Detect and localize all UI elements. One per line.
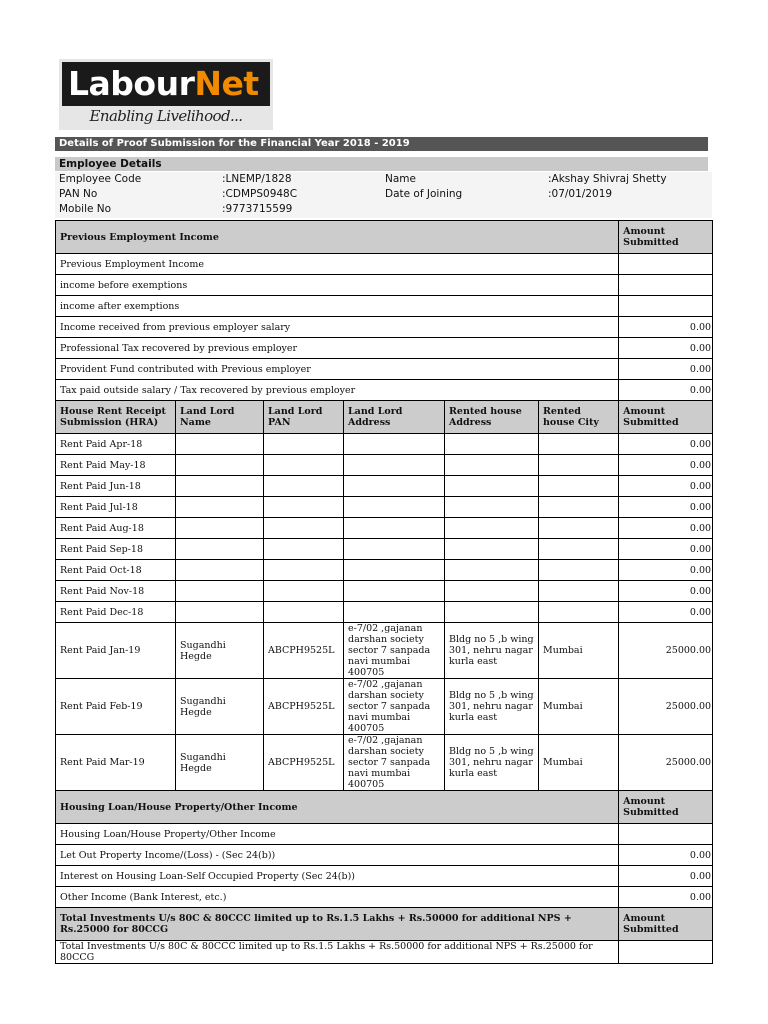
hra-landlord-name: Sugandhi Hegde (176, 623, 264, 679)
hra-landlord-address (344, 455, 445, 476)
hra-month: Rent Paid Aug-18 (56, 518, 176, 539)
hra-landlord-address (344, 560, 445, 581)
hra-amount: 0.00 (619, 602, 713, 623)
previous-employment-row (56, 275, 713, 296)
housing-heading: Housing Loan/House Property/Other Income (56, 791, 619, 824)
investment-row-amount (619, 941, 713, 964)
hra-amount: 0.00 (619, 497, 713, 518)
investments-header-row (56, 908, 713, 941)
hra-landlord-name: Sugandhi Hegde (176, 735, 264, 791)
previous-employment-row-amount (619, 254, 713, 275)
previous-employment-row (56, 338, 713, 359)
hra-rows (56, 434, 713, 791)
hra-rented-address (445, 581, 539, 602)
hra-landlord-pan (264, 434, 344, 455)
hra-month: Rent Paid Jan-19 (56, 623, 176, 679)
hra-month: Rent Paid Sep-18 (56, 539, 176, 560)
hra-month: Rent Paid Mar-19 (56, 735, 176, 791)
previous-employment-row (56, 359, 713, 380)
housing-row-label: Other Income (Bank Interest, etc.) (56, 887, 619, 908)
housing-row (56, 845, 713, 866)
hra-header-landlord-pan: Land Lord PAN (264, 401, 344, 434)
name-value: :Akshay Shivraj Shetty (548, 173, 667, 185)
hra-rented-address: Bldg no 5 ,b wing 301, nehru nagar kurla east (445, 735, 539, 791)
pan-value: :CDMPS0948C (222, 188, 298, 200)
mobile-value: :9773715599 (222, 203, 293, 215)
hra-landlord-name (176, 602, 264, 623)
pan-label: PAN No (59, 188, 98, 200)
hra-rented-address (445, 602, 539, 623)
hra-amount: 0.00 (619, 434, 713, 455)
hra-landlord-address (344, 518, 445, 539)
hra-row (56, 497, 713, 518)
hra-amount: 25000.00 (619, 623, 713, 679)
housing-row-label: Housing Loan/House Property/Other Income (56, 824, 619, 845)
hra-month: Rent Paid May-18 (56, 455, 176, 476)
housing-row-amount: 0.00 (619, 866, 713, 887)
hra-rented-address (445, 518, 539, 539)
hra-month: Rent Paid Jul-18 (56, 497, 176, 518)
hra-amount: 0.00 (619, 518, 713, 539)
hra-rented-address (445, 539, 539, 560)
hra-landlord-pan: ABCPH9525L (264, 623, 344, 679)
hra-amount: 0.00 (619, 476, 713, 497)
previous-employment-row (56, 380, 713, 401)
hra-rented-city (539, 539, 619, 560)
housing-row-label: Let Out Property Income/(Loss) - (Sec 24(b)) (56, 845, 619, 866)
hra-month: Rent Paid Feb-19 (56, 679, 176, 735)
previous-employment-row-amount: 0.00 (619, 338, 713, 359)
hra-row (56, 455, 713, 476)
hra-row (56, 539, 713, 560)
logo-brand-labour: Labour (68, 64, 195, 103)
hra-landlord-name (176, 434, 264, 455)
hra-landlord-pan (264, 518, 344, 539)
hra-landlord-address (344, 497, 445, 518)
hra-month: Rent Paid Nov-18 (56, 581, 176, 602)
hra-row (56, 679, 713, 735)
hra-landlord-address (344, 539, 445, 560)
hra-landlord-name (176, 518, 264, 539)
employee-code-label: Employee Code (59, 173, 142, 185)
hra-amount: 0.00 (619, 581, 713, 602)
hra-header-rented-city: Rented house City (539, 401, 619, 434)
investments-heading: Total Investments U/s 80C & 80CCC limited up to Rs.1.5 Lakhs + Rs.50000 for additional NPS + Rs.25000 for 80CCG (56, 908, 619, 941)
hra-header-submission: House Rent Receipt Submission (HRA) (56, 401, 176, 434)
hra-landlord-address: e-7/02 ,gajanan darshan society sector 7 sanpada navi mumbai 400705 (344, 679, 445, 735)
housing-row-amount (619, 824, 713, 845)
employee-details-heading: Employee Details (55, 157, 708, 171)
employee-code-value: :LNEMP/1828 (222, 173, 292, 185)
hra-month: Rent Paid Jun-18 (56, 476, 176, 497)
name-label: Name (385, 173, 416, 185)
hra-row (56, 581, 713, 602)
previous-employment-row-amount (619, 275, 713, 296)
investments-amount-header: Amount Submitted (619, 908, 713, 941)
hra-rented-address: Bldg no 5 ,b wing 301, nehru nagar kurla east (445, 623, 539, 679)
hra-landlord-address (344, 581, 445, 602)
hra-landlord-pan: ABCPH9525L (264, 679, 344, 735)
employee-details-grid (55, 172, 712, 218)
previous-employment-heading: Previous Employment Income (56, 221, 619, 254)
hra-header-amount: Amount Submitted (619, 401, 713, 434)
housing-row (56, 887, 713, 908)
hra-row (56, 518, 713, 539)
hra-landlord-pan: ABCPH9525L (264, 735, 344, 791)
hra-landlord-pan (264, 581, 344, 602)
previous-employment-row-label: Previous Employment Income (56, 254, 619, 275)
investment-row (56, 941, 713, 964)
logo-wordmark-band (62, 62, 270, 106)
hra-header-row (56, 401, 713, 434)
hra-month: Rent Paid Apr-18 (56, 434, 176, 455)
hra-rented-city (539, 518, 619, 539)
page-title: Details of Proof Submission for the Financial Year 2018 - 2019 (55, 137, 708, 151)
date-of-joining-label: Date of Joining (385, 188, 463, 200)
hra-landlord-name (176, 581, 264, 602)
hra-landlord-pan (264, 602, 344, 623)
hra-rented-city (539, 455, 619, 476)
hra-row (56, 735, 713, 791)
hra-landlord-name: Sugandhi Hegde (176, 679, 264, 735)
previous-employment-row-amount: 0.00 (619, 317, 713, 338)
hra-rented-city (539, 581, 619, 602)
hra-landlord-pan (264, 476, 344, 497)
logo-wordmark (68, 63, 259, 105)
housing-row-amount: 0.00 (619, 887, 713, 908)
hra-landlord-name (176, 560, 264, 581)
hra-month: Rent Paid Oct-18 (56, 560, 176, 581)
hra-landlord-name (176, 497, 264, 518)
hra-rented-city: Mumbai (539, 679, 619, 735)
hra-header-rented-address: Rented house Address (445, 401, 539, 434)
housing-row-amount: 0.00 (619, 845, 713, 866)
hra-rented-address (445, 560, 539, 581)
previous-employment-row-label: income after exemptions (56, 296, 619, 317)
mobile-label: Mobile No (59, 203, 112, 215)
previous-employment-row-amount: 0.00 (619, 380, 713, 401)
hra-landlord-address: e-7/02 ,gajanan darshan society sector 7 sanpada navi mumbai 400705 (344, 735, 445, 791)
previous-employment-header-row (56, 221, 713, 254)
hra-landlord-pan (264, 539, 344, 560)
hra-amount: 0.00 (619, 560, 713, 581)
hra-landlord-address (344, 434, 445, 455)
previous-employment-row (56, 254, 713, 275)
hra-header-landlord-name: Land Lord Name (176, 401, 264, 434)
housing-row-label: Interest on Housing Loan-Self Occupied Property (Sec 24(b)) (56, 866, 619, 887)
previous-employment-row-label: Professional Tax recovered by previous employer (56, 338, 619, 359)
labournet-logo (59, 59, 273, 130)
previous-employment-row-amount: 0.00 (619, 359, 713, 380)
previous-employment-row (56, 317, 713, 338)
housing-row (56, 824, 713, 845)
hra-amount: 25000.00 (619, 735, 713, 791)
previous-employment-row-label: Tax paid outside salary / Tax recovered by previous employer (56, 380, 619, 401)
previous-employment-row-label: Provident Fund contributed with Previous employer (56, 359, 619, 380)
hra-rented-city (539, 602, 619, 623)
hra-landlord-pan (264, 497, 344, 518)
hra-rented-city (539, 434, 619, 455)
hra-rented-city (539, 497, 619, 518)
proof-submission-table (55, 220, 713, 964)
previous-employment-row-label: Income received from previous employer salary (56, 317, 619, 338)
hra-rented-address: Bldg no 5 ,b wing 301, nehru nagar kurla east (445, 679, 539, 735)
previous-employment-rows (56, 254, 713, 401)
hra-amount: 0.00 (619, 455, 713, 476)
amount-submitted-header: Amount Submitted (619, 221, 713, 254)
hra-rented-address (445, 434, 539, 455)
hra-rented-city (539, 476, 619, 497)
previous-employment-row-label: income before exemptions (56, 275, 619, 296)
hra-rented-city: Mumbai (539, 623, 619, 679)
housing-header-row (56, 791, 713, 824)
hra-row (56, 623, 713, 679)
hra-landlord-name (176, 476, 264, 497)
hra-amount: 0.00 (619, 539, 713, 560)
logo-brand-net: Net (194, 64, 259, 103)
hra-landlord-pan (264, 560, 344, 581)
hra-row (56, 434, 713, 455)
hra-landlord-name (176, 539, 264, 560)
hra-rented-address (445, 455, 539, 476)
hra-rented-address (445, 497, 539, 518)
housing-row (56, 866, 713, 887)
hra-landlord-address: e-7/02 ,gajanan darshan society sector 7 sanpada navi mumbai 400705 (344, 623, 445, 679)
hra-month: Rent Paid Dec-18 (56, 602, 176, 623)
hra-landlord-address (344, 602, 445, 623)
logo-tagline: Enabling Livelihood... (89, 107, 243, 125)
hra-landlord-pan (264, 455, 344, 476)
hra-row (56, 602, 713, 623)
previous-employment-row (56, 296, 713, 317)
investments-rows (56, 941, 713, 964)
hra-rented-address (445, 476, 539, 497)
housing-rows (56, 824, 713, 908)
previous-employment-row-amount (619, 296, 713, 317)
hra-header-landlord-address: Land Lord Address (344, 401, 445, 434)
hra-row (56, 560, 713, 581)
hra-landlord-name (176, 455, 264, 476)
housing-amount-header: Amount Submitted (619, 791, 713, 824)
date-of-joining-value: :07/01/2019 (548, 188, 613, 200)
hra-amount: 25000.00 (619, 679, 713, 735)
hra-rented-city: Mumbai (539, 735, 619, 791)
hra-rented-city (539, 560, 619, 581)
investment-row-label: Total Investments U/s 80C & 80CCC limited up to Rs.1.5 Lakhs + Rs.50000 for additional NPS + Rs.25000 for 80CCG (56, 941, 619, 964)
hra-landlord-address (344, 476, 445, 497)
hra-row (56, 476, 713, 497)
